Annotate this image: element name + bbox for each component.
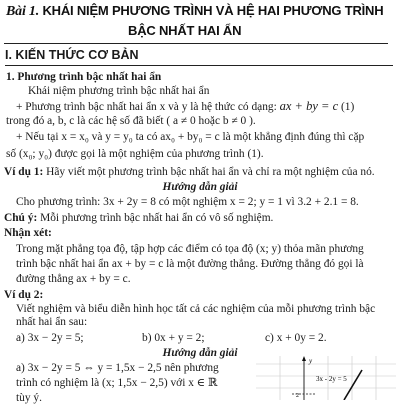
definition-equation: ax + by = c bbox=[279, 99, 339, 113]
remark-line3: đường thẳng ax + by = c. bbox=[16, 273, 131, 285]
solution2-line3: tùy ý. bbox=[16, 392, 42, 404]
equation-b: b) 0x + y = 2; bbox=[142, 332, 205, 344]
solution-pair-line: số (x₀; y₀) được gọi là một nghiệm của phương trình (1). bbox=[6, 148, 264, 160]
lesson-title-block bbox=[4, 3, 388, 44]
guide2-heading: Hướng dẫn giải bbox=[162, 347, 238, 359]
graph-line-label: 3x - 2y = 5 bbox=[316, 375, 347, 383]
line-graph bbox=[256, 356, 396, 400]
coefficients-line: trong đó a, b, c là các hệ số đã biết ( a ≠ 0 hoặc b ≠ 0 ). bbox=[6, 115, 256, 127]
remark-line1: Trong mặt phẳng tọa độ, tập hợp các điểm có tọa độ (x; y) thỏa mãn phương bbox=[16, 243, 364, 255]
solution2-line2: trình có nghiệm là (x; 1,5x − 2,5) với x ∈ ℝ bbox=[16, 377, 218, 389]
guide1-heading: Hướng dẫn giải bbox=[162, 181, 238, 193]
note-line: Chú ý: Mỗi phương trình bậc nhất hai ẩn có vô số nghiệm. bbox=[4, 212, 274, 224]
example1: Ví dụ 1: Hãy viết một phương trình bậc nhất hai ẩn và chỉ ra một nghiệm của nó. bbox=[4, 166, 375, 178]
example1-solution: Cho phương trình: 3x + 2y = 8 có một nghiệm x = 2; y = 1 vì 3.2 + 2.1 = 8. bbox=[16, 196, 359, 208]
solution2-line1: a) 3x − 2y = 5 ⇔ y = 1,5x − 2,5 nên phương bbox=[16, 362, 219, 374]
equation-a: a) 3x − 2y = 5; bbox=[16, 332, 84, 344]
definition-line: + Phương trình bậc nhất hai ẩn x và y là hệ thức có dạng: ax + by = c (1) bbox=[16, 99, 355, 113]
y-axis-arrow bbox=[302, 356, 306, 361]
example2-label: Ví dụ 2: bbox=[4, 289, 44, 301]
subsection-heading: 1. Phương trình bậc nhất hai ẩn bbox=[6, 71, 162, 83]
solution-definition-line: + Nếu tại x = x₀ và y = y₀ ta có ax₀ + by₀ = c là một khẳng định đúng thì cặp bbox=[16, 131, 365, 143]
section-heading: I. KIẾN THỨC CƠ BẢN bbox=[5, 48, 393, 66]
note-label: Chú ý: bbox=[4, 212, 38, 224]
example1-label: Ví dụ 1: bbox=[4, 166, 44, 178]
example2-line2: nhất hai ẩn sau: bbox=[16, 316, 88, 328]
example2-line1: Viết nghiệm và biểu diễn hình học tất cả các nghiệm của mỗi phương trình bậc bbox=[16, 303, 376, 315]
remark-label: Nhận xét: bbox=[4, 227, 52, 239]
y-axis-label: y bbox=[309, 357, 313, 365]
concept-text: Khái niệm phương trình bậc nhất hai ẩn bbox=[28, 85, 210, 97]
lesson-title-line2: BẬC NHẤT HAI ẨN bbox=[128, 23, 242, 38]
y-tick-label: 2 bbox=[296, 393, 299, 399]
lesson-number: Bài 1. bbox=[6, 4, 40, 19]
lesson-title-line1: Bài 1. KHÁI NIỆM PHƯƠNG TRÌNH VÀ HỆ HAI PHƯƠNG TRÌNH bbox=[6, 3, 384, 19]
remark-line2: trình bậc nhất hai ẩn ax + by = c là một đường thẳng. Đường thẳng đó gọi là bbox=[16, 258, 364, 270]
equation-c: c) x + 0y = 2. bbox=[265, 332, 327, 344]
